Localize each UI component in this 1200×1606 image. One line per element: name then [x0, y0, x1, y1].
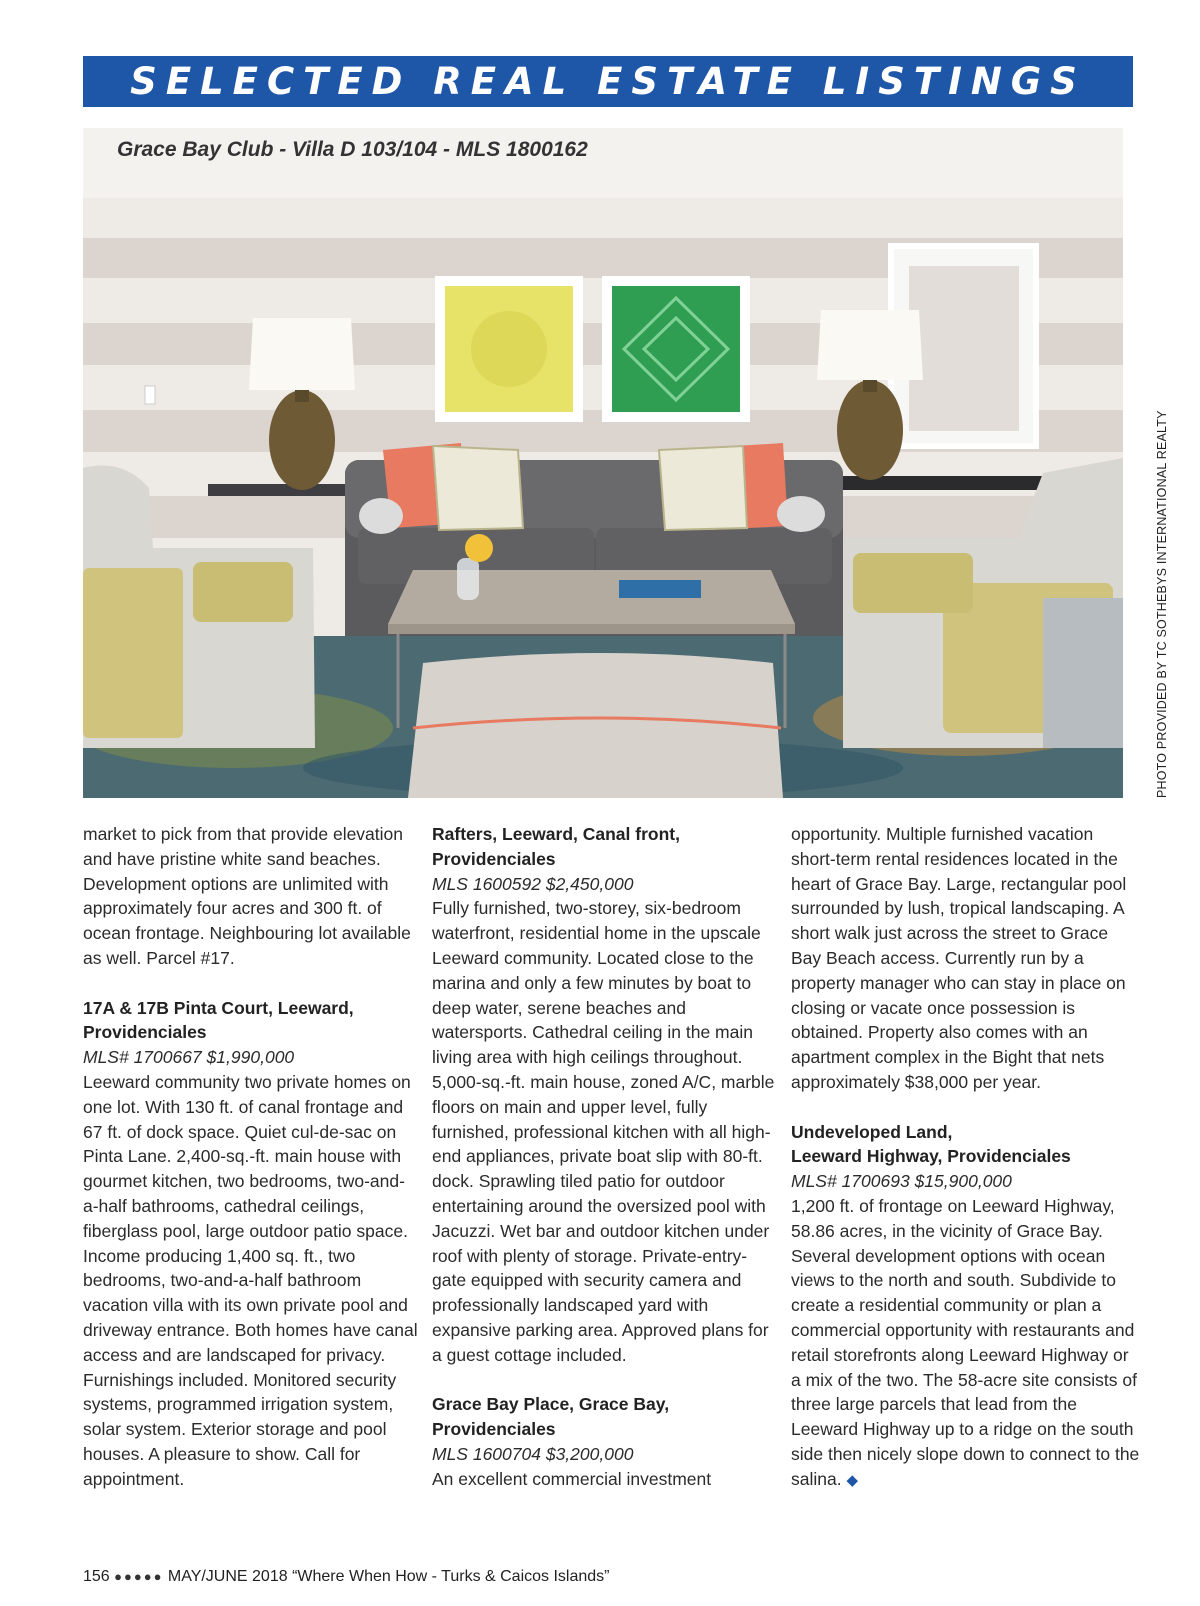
listing-mls-price: MLS 1600704 $3,200,000	[432, 1443, 634, 1464]
listing-title	[432, 1392, 777, 1442]
photo-credit: PHOTO PROVIDED BY TC SOTHEBYS INTERNATIONAL REALTY	[1155, 410, 1169, 798]
listing-mls-price: MLS 1600592 $2,450,000	[432, 873, 634, 894]
banner-title: SELECTED REAL ESTATE LISTINGS	[130, 60, 1086, 103]
page-banner	[83, 56, 1133, 107]
photo-caption: Grace Bay Club - Villa D 103/104 - MLS 1800162	[117, 138, 588, 161]
page-footer	[83, 1568, 610, 1586]
listing-title-line-1: Rafters, Leeward, Canal front,	[432, 824, 680, 844]
listing-description: Fully furnished, two-storey, six-bedroom waterfront, residential home in the upscale Leeward community. Located close to the marina and only a few minutes by boat to deep water, serene beaches and watersports. Cathedral ceiling in the main living area with high ceilings throughout. 5,000-sq.-ft. main house, zoned A/C, marble floors on main and upper level, fully furnished, professional kitchen with all high-end appliances, private boat slip with 80-ft. dock. Sprawling tiled patio for outdoor entertaining around the oversized pool with Jacuzzi. Wet bar and outdoor kitchen under roof with plenty of storage. Private-entry-gate equipped with security camera and professionally landscaped yard with expansive parking area. Approved plans for a guest cottage included.	[432, 898, 775, 1365]
listing-title-line-1: Grace Bay Place, Grace Bay,	[432, 1394, 670, 1415]
listing-title-line-1: 17A & 17B Pinta Court, Leeward,	[83, 997, 354, 1018]
end-of-article-diamond-icon: ◆	[846, 1471, 859, 1489]
listing-mls-price: MLS# 1700693 $15,900,000	[791, 1171, 1012, 1192]
listing-description: An excellent commercial investment	[432, 1468, 712, 1489]
issue-date: MAY/JUNE 2018	[167, 1568, 288, 1585]
listing-title-line-2: Providenciales	[432, 1419, 556, 1440]
listing-description-text: 1,200 ft. of frontage on Leeward Highway, 58.86 acres, in the vicinity of Grace Bay. Several development options with ocean views to the north and south. Subdivide to create a residential community or plan a commercial opportunity with restaurants and retail storefronts along Leeward Highway or a mix of the two. The 58-acre site consists of three large parcels that lead from the Leeward Highway up to a ridge on the south side then nicely slope down to connect to the salina.	[791, 1195, 1140, 1489]
column-2	[432, 822, 777, 1492]
listing-continuation-text: opportunity. Multiple furnished vacation short-term rental residences located in the heart of Grace Bay. Large, rectangular pool surrounded by lush, tropical landscaping. A short walk just across the street to Grace Bay Beach access. Currently run by a property manager who can stay in place on closing or vacate once possession is obtained. Property also comes with an apartment complex in the Bight that nets approximately $38,000 per year.	[791, 824, 1127, 1092]
footer-dots: ●●●●●	[114, 1569, 164, 1584]
listing-title-line-1: Undeveloped Land,	[791, 1121, 953, 1142]
page-number: 156	[83, 1568, 110, 1585]
listing-title	[83, 996, 418, 1046]
listing-photo	[83, 128, 1123, 798]
column-3	[791, 822, 1141, 1494]
column-1	[83, 822, 418, 1492]
listing-description	[791, 1194, 1141, 1494]
listing-title-line-2: Providenciales	[83, 1022, 207, 1043]
publication-name: “Where When How - Turks & Caicos Islands”	[292, 1568, 610, 1585]
listing-description: Leeward community two private homes on one lot. With 130 ft. of canal frontage and 67 ft. of dock space. Quiet cul-de-sac on Pinta Lane. 2,400-sq.-ft. main house with gourmet kitchen, two bedrooms, two-and-a-half bathrooms, cathedral ceilings, fiberglass pool, large outdoor patio space. Income producing 1,400 sq. ft., two bedrooms, two-and-a-half bathroom vacation villa with its own private pool and driveway entrance. Both homes have canal access and are landscaped for privacy. Furnishings included. Monitored security systems, programmed irrigation system, solar system. Exterior storage and pool houses. A pleasure to show. Call for appointment.	[83, 1071, 418, 1489]
listing-mls-price: MLS# 1700667 $1,990,000	[83, 1047, 295, 1068]
listing-title	[791, 1120, 1141, 1170]
listing-continuation-text: market to pick from that provide elevation and have pristine white sand beaches. Development options are unlimited with approximately four acres and 300 ft. of ocean frontage. Neighbouring lot available as well. Parcel #17.	[83, 824, 411, 968]
living-room-illustration	[83, 128, 1123, 798]
listing-title-line-2: Leeward Highway, Providenciales	[791, 1146, 1071, 1167]
listing-title	[432, 822, 777, 872]
listing-title-line-2: Providenciales	[432, 848, 556, 869]
